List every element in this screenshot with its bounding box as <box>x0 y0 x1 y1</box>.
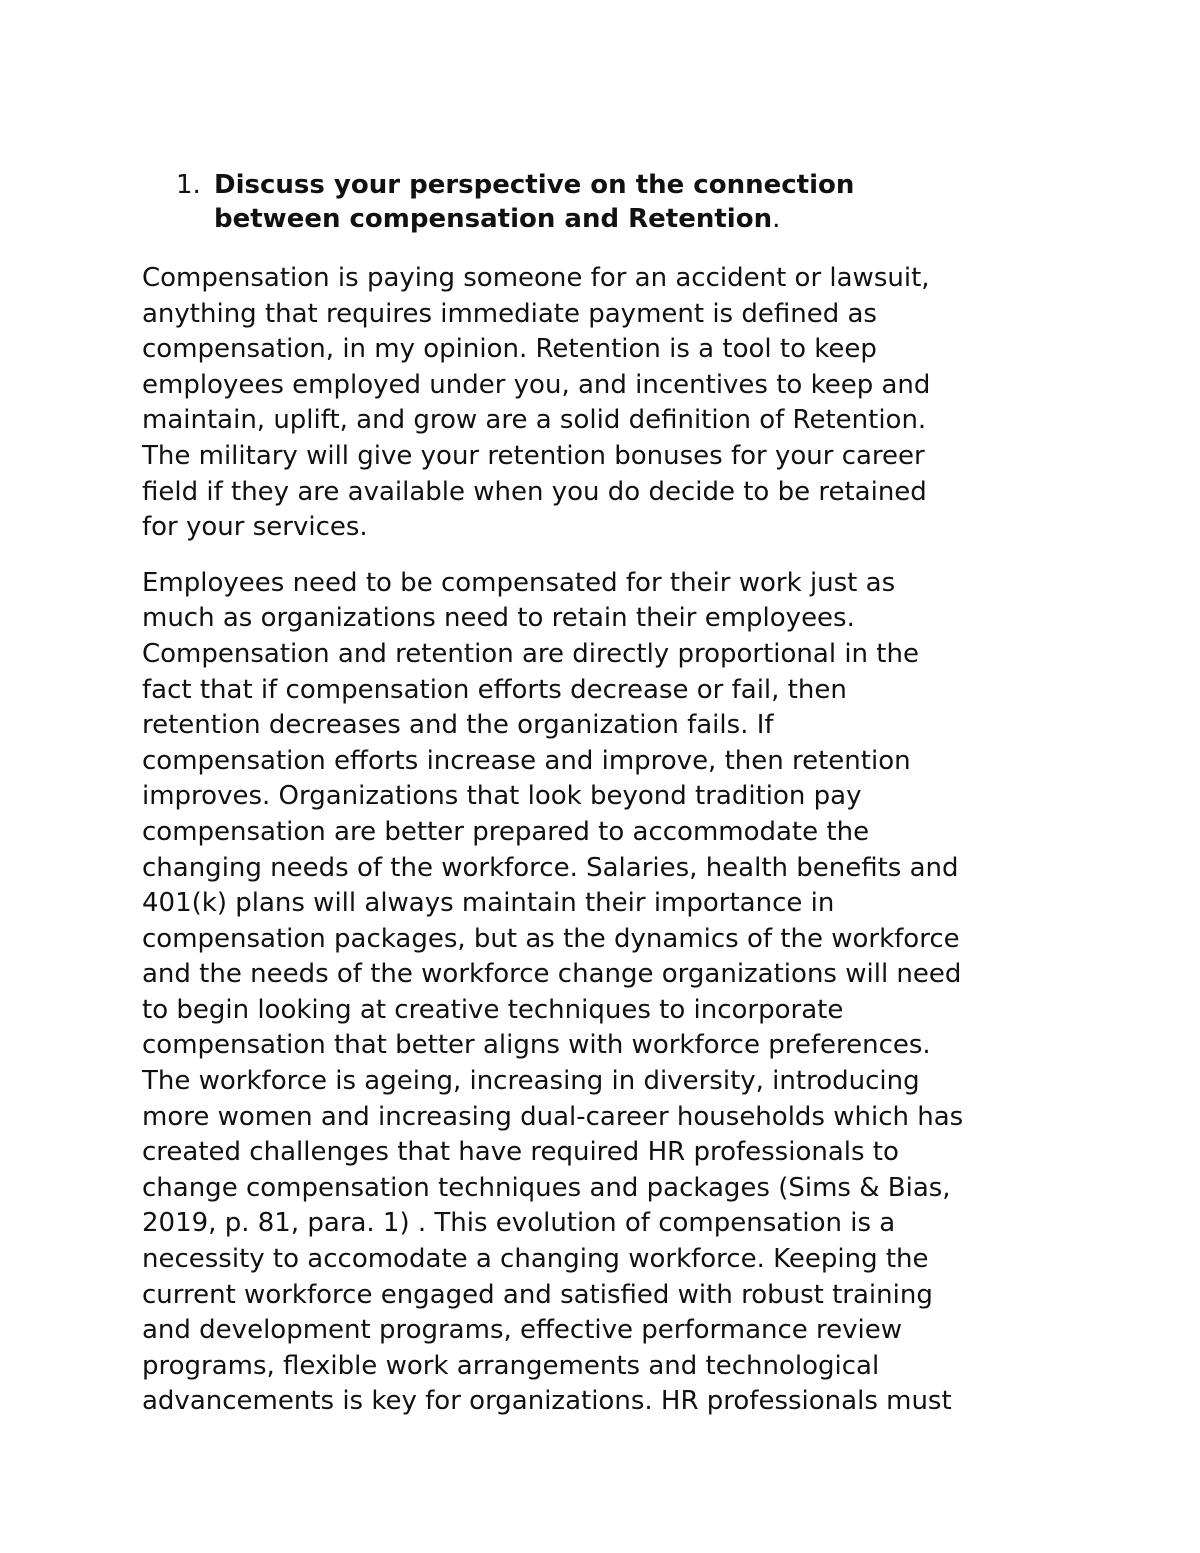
text-line: compensation that better aligns with workforce preferences. <box>142 1030 931 1061</box>
question-end-punct: . <box>772 204 781 234</box>
text-line: retention decreases and the organization fails. If <box>142 710 774 741</box>
text-line: improves. Organizations that look beyond tradition pay <box>142 781 862 812</box>
text-line: anything that requires immediate payment is defined as <box>142 298 877 329</box>
text-line: for your services. <box>142 512 368 543</box>
text-line: and development programs, effective performance review <box>142 1315 903 1346</box>
text-line: changing needs of the workforce. Salaries, health benefits and <box>142 852 959 883</box>
text-line: compensation packages, but as the dynamics of the workforce <box>142 923 960 954</box>
text-line: much as organizations need to retain their employees. <box>142 603 855 634</box>
document-body <box>142 261 1072 1440</box>
text-line: more women and increasing dual-career households which has <box>142 1101 964 1132</box>
text-line: compensation are better prepared to accommodate the <box>142 816 870 847</box>
text-line: field if they are available when you do decide to be retained <box>142 476 927 507</box>
text-line: 401(k) plans will always maintain their importance in <box>142 888 835 919</box>
paragraph-1 <box>142 261 1072 546</box>
question-line <box>214 202 974 236</box>
text-line: Employees need to be compensated for their work just as <box>142 567 896 598</box>
question-bold-line: between compensation and Retention <box>214 204 773 234</box>
text-line: compensation, in my opinion. Retention is a tool to keep <box>142 334 877 365</box>
text-line: compensation efforts increase and improve, then retention <box>142 745 911 776</box>
text-line: advancements is key for organizations. HR professionals must <box>142 1386 952 1417</box>
text-line: and the needs of the workforce change organizations will need <box>142 959 962 990</box>
text-line: change compensation techniques and packages (Sims & Bias, <box>142 1172 951 1203</box>
question-text <box>214 168 974 236</box>
text-line: The workforce is ageing, increasing in diversity, introducing <box>142 1066 920 1097</box>
text-line: Compensation is paying someone for an accident or lawsuit, <box>142 263 930 293</box>
text-line: employees employed under you, and incentives to keep and <box>142 369 931 400</box>
question-line <box>214 168 974 202</box>
text-line: created challenges that have required HR professionals to <box>142 1137 899 1168</box>
list-number: 1. <box>176 170 201 200</box>
text-line: programs, flexible work arrangements and technological <box>142 1350 880 1381</box>
text-line: current workforce engaged and satisfied with robust training <box>142 1279 933 1310</box>
paragraph-2 <box>142 566 1072 1420</box>
text-line: Compensation and retention are directly proportional in the <box>142 638 919 669</box>
text-line: to begin looking at creative techniques to incorporate <box>142 994 844 1025</box>
text-line: maintain, uplift, and grow are a solid definition of Retention. <box>142 405 927 436</box>
text-line: 2019, p. 81, para. 1) . This evolution of compensation is a <box>142 1208 896 1239</box>
text-line: fact that if compensation efforts decrease or fail, then <box>142 674 847 705</box>
question-item <box>176 168 1076 236</box>
text-line: necessity to accomodate a changing workforce. Keeping the <box>142 1244 929 1275</box>
text-line: The military will give your retention bonuses for your career <box>142 440 925 471</box>
question-bold-line: Discuss your perspective on the connection <box>214 170 855 200</box>
